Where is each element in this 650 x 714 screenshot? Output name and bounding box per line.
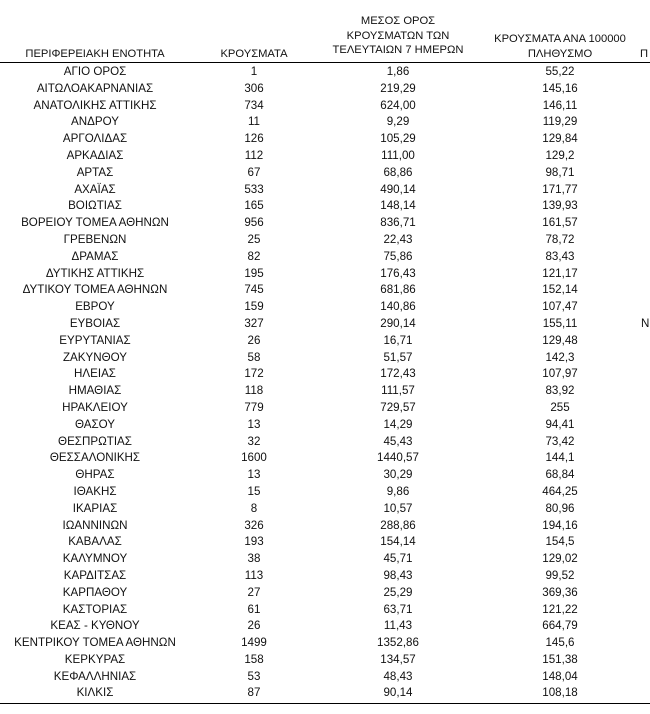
cell-cases: 193 bbox=[244, 535, 264, 549]
table-row bbox=[0, 282, 650, 299]
cell-cases: 13 bbox=[247, 417, 261, 431]
table-row bbox=[0, 685, 650, 702]
cell-cases: 26 bbox=[247, 333, 261, 347]
cell-cases-per-100k: 99,52 bbox=[545, 568, 575, 582]
cell-cases-per-100k: 155,11 bbox=[542, 316, 578, 330]
cell-cases-per-100k: 73,42 bbox=[545, 434, 575, 448]
cell-cases-per-100k: 121,22 bbox=[542, 602, 578, 616]
header-line: ΚΡΟΥΣΜΑΤΑ bbox=[220, 48, 288, 60]
table-row bbox=[0, 266, 650, 283]
table-row bbox=[0, 182, 650, 199]
cell-region: ΚΑΡΔΙΤΣΑΣ bbox=[63, 568, 127, 582]
cell-region: ΚΑΡΠΑΘΟΥ bbox=[62, 585, 128, 599]
cell-cases: 8 bbox=[250, 501, 258, 515]
header-cases-per-100k bbox=[480, 32, 640, 61]
cell-region: ΒΟΙΩΤΙΑΣ bbox=[68, 199, 122, 213]
cell-avg-7-days: 154,14 bbox=[380, 535, 416, 549]
cell-cases: 61 bbox=[247, 602, 261, 616]
table-row bbox=[0, 198, 650, 215]
cell-cases-per-100k: 142,3 bbox=[545, 350, 575, 364]
cell-region: ΙΚΑΡΙΑΣ bbox=[72, 501, 118, 515]
table-row bbox=[0, 366, 650, 383]
cell-avg-7-days: 836,71 bbox=[380, 216, 416, 230]
cell-region: ΒΟΡΕΙΟΥ ΤΟΜΕΑ ΑΘΗΝΩΝ bbox=[21, 216, 169, 230]
cell-cases-per-100k: 194,16 bbox=[542, 518, 578, 532]
cell-cases: 1499 bbox=[241, 636, 267, 650]
cell-avg-7-days: 98,43 bbox=[383, 568, 413, 582]
cell-cases-per-100k: 161,57 bbox=[542, 216, 578, 230]
table-row bbox=[0, 350, 650, 367]
table-row bbox=[0, 551, 650, 568]
cell-cases-per-100k: 107,47 bbox=[542, 300, 578, 314]
cell-cases: 26 bbox=[247, 619, 261, 633]
cell-cases-per-100k: 98,71 bbox=[545, 165, 575, 179]
table-row bbox=[0, 602, 650, 619]
cell-cases: 326 bbox=[244, 518, 264, 532]
cell-avg-7-days: 681,86 bbox=[380, 283, 416, 297]
cell-avg-7-days: 11,43 bbox=[383, 619, 413, 633]
header-cut-column: Π bbox=[640, 48, 649, 60]
cell-cases-per-100k: 83,92 bbox=[545, 384, 575, 398]
cell-avg-7-days: 51,57 bbox=[383, 350, 413, 364]
cell-cases: 15 bbox=[247, 484, 261, 498]
cell-cases: 38 bbox=[247, 552, 261, 566]
cell-cases: 82 bbox=[247, 249, 261, 263]
cell-avg-7-days: 45,71 bbox=[383, 552, 413, 566]
cell-cases: 126 bbox=[244, 132, 264, 146]
cell-cases-per-100k: 146,11 bbox=[542, 98, 578, 112]
cell-avg-7-days: 25,29 bbox=[383, 585, 413, 599]
table-row bbox=[0, 165, 650, 182]
table-row bbox=[0, 652, 650, 669]
table-row bbox=[0, 417, 650, 434]
cell-region: ΙΩΑΝΝΙΝΩΝ bbox=[62, 518, 128, 532]
cell-region: ΚΕΝΤΡΙΚΟΥ ΤΟΜΕΑ ΑΘΗΝΩΝ bbox=[14, 636, 176, 650]
table-row bbox=[0, 98, 650, 115]
cell-cases-per-100k: 171,77 bbox=[542, 182, 578, 196]
cell-cases: 159 bbox=[244, 300, 264, 314]
cell-cases: 158 bbox=[244, 652, 264, 666]
cell-avg-7-days: 134,57 bbox=[380, 652, 416, 666]
cell-cases-per-100k: 129,84 bbox=[542, 132, 578, 146]
cell-cases-per-100k: 55,22 bbox=[545, 65, 575, 78]
cell-cases-per-100k: 145,6 bbox=[545, 636, 575, 650]
cell-region: ΑΧΑΪΑΣ bbox=[74, 182, 116, 196]
cell-avg-7-days: 105,29 bbox=[380, 132, 416, 146]
cell-avg-7-days: 10,57 bbox=[383, 501, 413, 515]
header-line: ΜΕΣΟΣ ΟΡΟΣ bbox=[360, 15, 436, 27]
cell-cases-per-100k: 107,97 bbox=[542, 367, 578, 381]
table-row bbox=[0, 467, 650, 484]
table-row bbox=[0, 81, 650, 98]
cell-cases: 956 bbox=[244, 216, 264, 230]
cell-cases: 27 bbox=[247, 585, 261, 599]
cell-avg-7-days: 22,43 bbox=[383, 232, 413, 246]
cell-cut-column: N bbox=[641, 316, 650, 330]
cell-region: ΗΛΕΙΑΣ bbox=[74, 367, 116, 381]
cell-region: ΘΕΣΠΡΩΤΙΑΣ bbox=[58, 434, 132, 448]
cell-cases: 1 bbox=[250, 65, 258, 78]
table-row bbox=[0, 215, 650, 232]
table-body bbox=[0, 64, 650, 702]
header-cases bbox=[196, 47, 312, 62]
cell-avg-7-days: 9,29 bbox=[386, 115, 410, 129]
cell-region: ΗΜΑΘΙΑΣ bbox=[68, 384, 122, 398]
cell-region: ΑΙΤΩΛΟΑΚΑΡΝΑΝΙΑΣ bbox=[36, 81, 154, 95]
cell-avg-7-days: 290,14 bbox=[380, 316, 416, 330]
cell-region: ΓΡΕΒΕΝΩΝ bbox=[63, 232, 127, 246]
cell-region: ΙΘΑΚΗΣ bbox=[73, 484, 117, 498]
header-line: ΚΡΟΥΣΜΑΤΩΝ ΤΩΝ bbox=[346, 29, 450, 42]
cell-region: ΑΡΓΟΛΙΔΑΣ bbox=[62, 132, 128, 146]
header-line: ΚΡΟΥΣΜΑΤΑ ΑΝΑ 100000 bbox=[494, 33, 626, 45]
table-row bbox=[0, 114, 650, 131]
cell-region: ΚΑΛΥΜΝΟΥ bbox=[62, 552, 128, 566]
cell-cases-per-100k: 129,48 bbox=[542, 333, 578, 347]
cell-region: ΔΥΤΙΚΟΥ ΤΟΜΕΑ ΑΘΗΝΩΝ bbox=[22, 283, 168, 297]
cell-region: ΕΒΡΟΥ bbox=[75, 300, 115, 314]
cell-avg-7-days: 219,29 bbox=[380, 81, 416, 95]
table-row bbox=[0, 635, 650, 652]
cell-avg-7-days: 30,29 bbox=[383, 468, 413, 482]
cell-region: ΑΝΔΡΟΥ bbox=[71, 115, 119, 129]
cell-avg-7-days: 68,86 bbox=[383, 165, 413, 179]
cell-region: ΕΥΒΟΙΑΣ bbox=[69, 316, 121, 330]
cell-region: ΚΕΡΚΥΡΑΣ bbox=[64, 652, 126, 666]
header-avg-7-days bbox=[318, 14, 478, 58]
header-line: ΠΕΡΙΦΕΡΕΙΑΚΗ ΕΝΟΤΗΤΑ bbox=[25, 48, 165, 60]
cell-region: ΚΕΦΑΛΛΗΝΙΑΣ bbox=[53, 669, 137, 683]
table-row bbox=[0, 434, 650, 451]
cell-avg-7-days: 176,43 bbox=[380, 266, 416, 280]
cell-cases: 327 bbox=[244, 316, 264, 330]
cell-cases: 195 bbox=[244, 266, 264, 280]
table-row bbox=[0, 148, 650, 165]
cell-avg-7-days: 111,57 bbox=[381, 384, 415, 398]
cell-cases-per-100k: 145,16 bbox=[542, 81, 578, 95]
cell-cases-per-100k: 255 bbox=[550, 400, 570, 414]
cell-cases-per-100k: 139,93 bbox=[542, 199, 578, 213]
cell-cases: 1600 bbox=[241, 451, 267, 465]
table-row bbox=[0, 249, 650, 266]
cell-avg-7-days: 140,86 bbox=[380, 300, 416, 314]
cell-cases: 53 bbox=[247, 669, 261, 683]
cell-avg-7-days: 490,14 bbox=[380, 182, 416, 196]
cell-avg-7-days: 90,14 bbox=[383, 686, 413, 700]
cell-region: ΔΡΑΜΑΣ bbox=[71, 249, 119, 263]
header-rule bbox=[0, 62, 650, 63]
cell-avg-7-days: 288,86 bbox=[380, 518, 416, 532]
table-row bbox=[0, 64, 650, 81]
cell-region: ΖΑΚΥΝΘΟΥ bbox=[62, 350, 128, 364]
cell-cases-per-100k: 152,14 bbox=[542, 283, 578, 297]
cell-avg-7-days: 16,71 bbox=[383, 333, 413, 347]
cell-region: ΑΡΤΑΣ bbox=[76, 165, 114, 179]
cell-cases: 32 bbox=[247, 434, 261, 448]
cell-avg-7-days: 1,86 bbox=[386, 65, 410, 78]
cell-region: ΘΗΡΑΣ bbox=[75, 468, 115, 482]
cell-cases: 58 bbox=[247, 350, 261, 364]
table-row bbox=[0, 501, 650, 518]
cell-avg-7-days: 172,43 bbox=[380, 367, 416, 381]
table-row bbox=[0, 232, 650, 249]
table-row bbox=[0, 383, 650, 400]
cell-region: ΚΑΒΑΛΑΣ bbox=[68, 535, 122, 549]
cell-avg-7-days: 1352,86 bbox=[377, 636, 419, 650]
header-line: ΠΛΗΘΥΣΜΟ bbox=[527, 47, 593, 60]
cell-cases: 533 bbox=[244, 182, 264, 196]
table-row bbox=[0, 585, 650, 602]
table-row bbox=[0, 534, 650, 551]
cell-cases-per-100k: 68,84 bbox=[545, 468, 575, 482]
cell-cases: 87 bbox=[247, 686, 261, 700]
cell-cases-per-100k: 129,2 bbox=[545, 148, 575, 162]
cell-cases: 165 bbox=[244, 199, 264, 213]
cell-cases-per-100k: 144,1 bbox=[545, 451, 575, 465]
cell-avg-7-days: 63,71 bbox=[383, 602, 413, 616]
cell-cases-per-100k: 94,41 bbox=[545, 417, 575, 431]
cell-region: ΑΡΚΑΔΙΑΣ bbox=[66, 148, 124, 162]
table-row bbox=[0, 316, 650, 333]
header-line: ΤΕΛΕΥΤΑΙΩΝ 7 ΗΜΕΡΩΝ bbox=[332, 44, 464, 56]
table-row bbox=[0, 131, 650, 148]
cell-region: ΘΑΣΟΥ bbox=[74, 417, 116, 431]
cell-region: ΗΡΑΚΛΕΙΟΥ bbox=[62, 400, 128, 414]
cell-cases: 779 bbox=[244, 400, 264, 414]
cell-avg-7-days: 1440,57 bbox=[377, 451, 419, 465]
cell-avg-7-days: 729,57 bbox=[380, 400, 416, 414]
header-region bbox=[0, 47, 190, 62]
cell-cases-per-100k: 369,36 bbox=[542, 585, 578, 599]
cell-region: ΔΥΤΙΚΗΣ ΑΤΤΙΚΗΣ bbox=[45, 266, 145, 280]
cell-avg-7-days: 75,86 bbox=[383, 249, 413, 263]
cell-cases: 25 bbox=[247, 232, 261, 246]
cell-region: ΑΝΑΤΟΛΙΚΗΣ ΑΤΤΙΚΗΣ bbox=[33, 98, 157, 112]
table-row bbox=[0, 400, 650, 417]
cell-cases-per-100k: 148,04 bbox=[542, 669, 578, 683]
cell-cases-per-100k: 78,72 bbox=[545, 232, 575, 246]
table-row bbox=[0, 450, 650, 467]
table-row bbox=[0, 518, 650, 535]
table-row bbox=[0, 333, 650, 350]
cell-cases-per-100k: 80,96 bbox=[545, 501, 575, 515]
cell-cases-per-100k: 154,5 bbox=[545, 535, 575, 549]
cell-cases-per-100k: 119,29 bbox=[542, 115, 578, 129]
cell-avg-7-days: 48,43 bbox=[383, 669, 413, 683]
table-row bbox=[0, 618, 650, 635]
bottom-rule bbox=[0, 703, 650, 704]
cell-region: ΚΕΑΣ - ΚΥΘΝΟΥ bbox=[50, 619, 140, 633]
cell-cases-per-100k: 121,17 bbox=[542, 266, 578, 280]
cell-region: ΘΕΣΣΑΛΟΝΙΚΗΣ bbox=[49, 451, 141, 465]
cell-cases-per-100k: 108,18 bbox=[542, 686, 578, 700]
cell-cases: 112 bbox=[244, 148, 264, 162]
cell-cases: 745 bbox=[244, 283, 264, 297]
cell-cases: 118 bbox=[244, 384, 264, 398]
table-row bbox=[0, 299, 650, 316]
cell-avg-7-days: 111,00 bbox=[381, 148, 415, 162]
cell-avg-7-days: 14,29 bbox=[383, 417, 413, 431]
cell-region: ΚΙΛΚΙΣ bbox=[76, 686, 114, 700]
cell-avg-7-days: 45,43 bbox=[383, 434, 413, 448]
cell-cases: 13 bbox=[247, 468, 261, 482]
cell-cases: 113 bbox=[244, 568, 264, 582]
cell-region: ΕΥΡΥΤΑΝΙΑΣ bbox=[59, 333, 131, 347]
cell-avg-7-days: 148,14 bbox=[380, 199, 416, 213]
cell-cases-per-100k: 129,02 bbox=[542, 552, 578, 566]
cell-cases: 172 bbox=[244, 367, 264, 381]
cell-cases: 734 bbox=[244, 98, 264, 112]
cell-cases: 67 bbox=[247, 165, 261, 179]
cell-cases-per-100k: 151,38 bbox=[542, 652, 578, 666]
table-row bbox=[0, 568, 650, 585]
cell-region: ΑΓΙΟ ΟΡΟΣ bbox=[63, 65, 127, 78]
table-row bbox=[0, 484, 650, 501]
cell-region: ΚΑΣΤΟΡΙΑΣ bbox=[62, 602, 128, 616]
cell-avg-7-days: 9,86 bbox=[386, 484, 410, 498]
cell-cases-per-100k: 83,43 bbox=[545, 249, 575, 263]
cell-cases-per-100k: 664,79 bbox=[542, 619, 578, 633]
cell-cases: 306 bbox=[244, 81, 264, 95]
cell-cases-per-100k: 464,25 bbox=[542, 484, 578, 498]
table-row bbox=[0, 669, 650, 686]
cell-cases: 11 bbox=[247, 115, 261, 129]
cell-avg-7-days: 624,00 bbox=[380, 98, 416, 112]
